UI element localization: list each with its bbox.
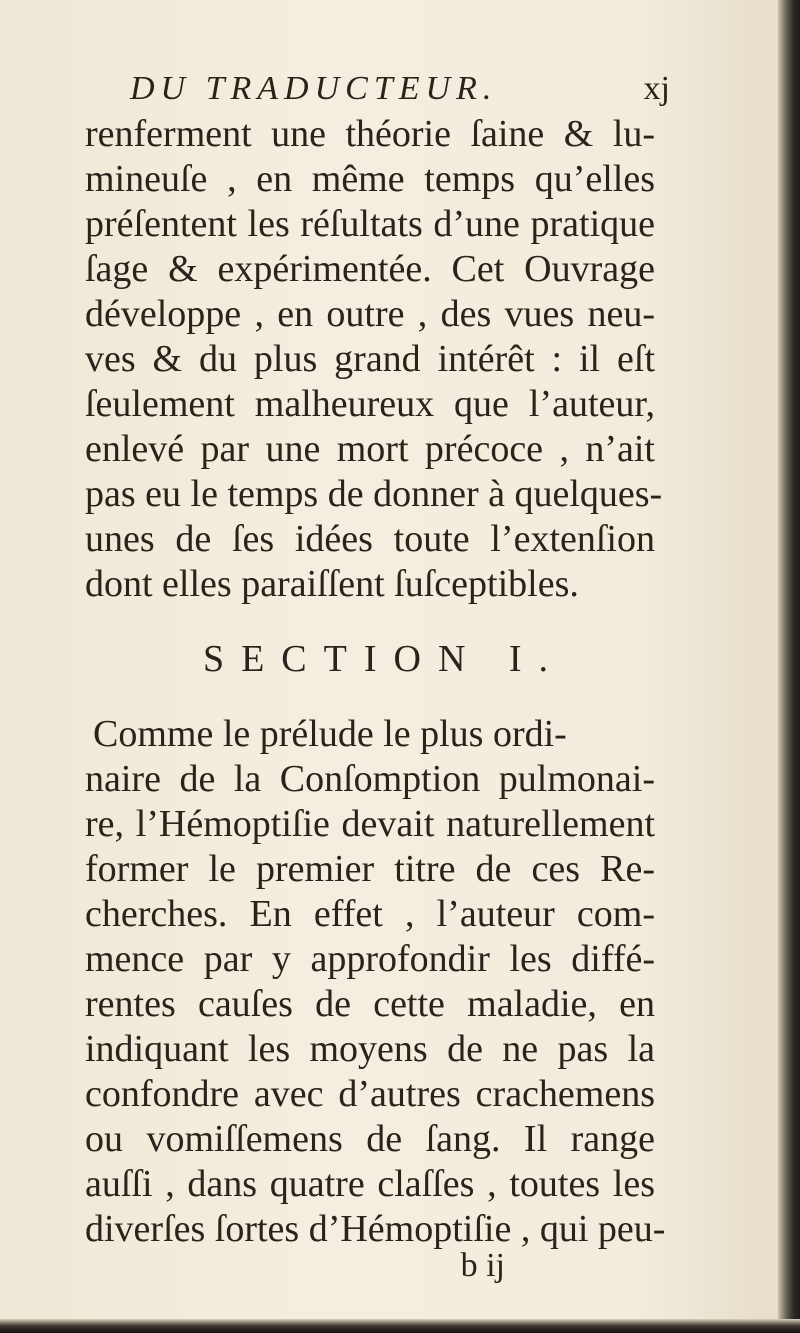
paragraph [85, 712, 666, 1252]
signature-mark: b ij [460, 1247, 505, 1284]
text-line: dont elles paraiſſent ſuſceptibles. [85, 563, 579, 605]
body-text [85, 112, 666, 1286]
text-line: former le premier titre de ces Re- [85, 848, 655, 890]
page-edge-right [778, 0, 800, 1333]
text-line: unes de ſes idées toute l’extenſion [85, 518, 655, 560]
text-line: confondre avec d’autres crachemens [85, 1073, 655, 1115]
text-line: ſage & expérimentée. Cet Ouvrage [85, 248, 655, 290]
text-line: rentes cauſes de cette maladie, en [85, 983, 655, 1025]
text-line: ſeulement malheureux que l’auteur, [85, 383, 655, 425]
text-line: naire de la Conſomption pulmonai- [85, 758, 655, 800]
text-line: pas eu le temps de donner à quelques- [85, 473, 663, 515]
text-line: préſentent les réſultats d’une pratique [85, 203, 655, 245]
text-line: diverſes ſortes d’Hémoptiſie , qui peu- [85, 1208, 666, 1250]
page-number: xj [643, 70, 670, 107]
text-line: développe , en outre , des vues neu- [85, 293, 655, 335]
text-line: indiquant les moyens de ne pas la [85, 1028, 655, 1070]
running-title: DU TRADUCTEUR. [130, 70, 498, 107]
text-line: auſſi , dans quatre claſſes , toutes les [85, 1163, 655, 1205]
text-line: re, l’Hémoptiſie devait naturellement [85, 803, 655, 845]
text-line: ves & du plus grand intérêt : il eſt [85, 338, 655, 380]
text-line-content: Comme le prélude le plus ordi- [93, 713, 567, 755]
page-edge-bottom [0, 1319, 800, 1333]
text-line: renferment une théorie ſaine & lu- [85, 113, 655, 155]
text-line: cherches. En effet , l’auteur com- [85, 893, 655, 935]
text-line: enlevé par une mort précoce , n’ait [85, 428, 655, 470]
text-line: mence par y approfondir les diffé- [85, 938, 655, 980]
text-line [85, 712, 655, 757]
text-line: mineuſe , en même temps qu’elles [85, 158, 655, 200]
text-line: ou vomiſſemens de ſang. Il range [85, 1118, 655, 1160]
section-heading: SECTION I. [202, 638, 566, 680]
paragraph [85, 112, 663, 607]
